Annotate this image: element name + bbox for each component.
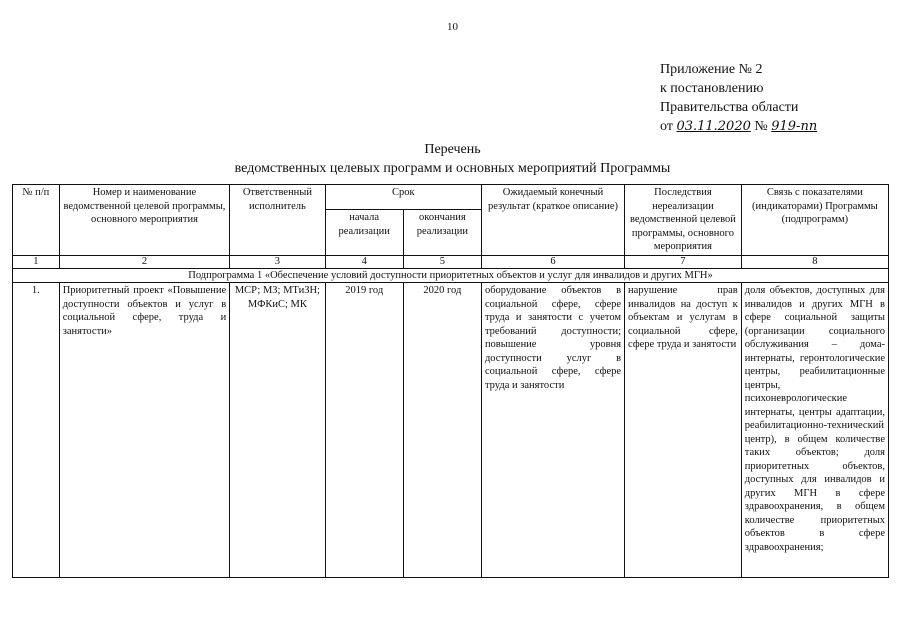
- row-link: доля объектов, доступных для инвалидов и других МГН в сфере социальной защиты (организации социального обслуживания – дома-интернаты, геронтологические центры, реабилитационные центры, психоневрологические интернаты, центры адаптации, реабилитационно-технический центр), в общем количестве таких объектов; доля приоритетных объектов, доступных для инвалидов и других МГН в сфере здравоохранения, в общем количестве приоритетных объектов в сфере здравоохранения;: [741, 283, 888, 578]
- col-number: 4: [325, 255, 403, 268]
- document-title: [0, 140, 905, 178]
- number-prefix: №: [754, 119, 768, 134]
- col-number: 1: [13, 255, 60, 268]
- row-start: 2019 год: [325, 283, 403, 578]
- row-end: 2020 год: [403, 283, 481, 578]
- row-consequences: нарушение прав инвалидов на доступ к объектам и услугам в социальной сфере, сфере труда и занятости: [625, 283, 742, 578]
- appendix-block: [660, 60, 817, 136]
- table-row: [13, 283, 889, 578]
- programs-table: [12, 184, 889, 578]
- header-end: окончания реализации: [403, 210, 481, 255]
- column-number-row: [13, 255, 889, 268]
- header-result: Ожидаемый конечный результат (краткое описание): [481, 185, 624, 256]
- header-name: Номер и наименование ведомственной целевой программы, основного мероприятия: [59, 185, 230, 256]
- handwritten-number: 919-пп: [771, 119, 818, 134]
- header-link: Связь с показателями (индикаторами) Программы (подпрограмм): [741, 185, 888, 256]
- header-num: № п/п: [13, 185, 60, 256]
- subprogram-title: Подпрограмма 1 «Обеспечение условий доступности приоритетных объектов и услуг для инвалидов и других МГН»: [13, 268, 889, 283]
- title-line-2: ведомственных целевых программ и основных мероприятий Программы: [234, 161, 671, 176]
- appendix-line-3: Правительства области: [660, 100, 799, 115]
- handwritten-date: 03.11.2020: [676, 119, 751, 134]
- appendix-line-1: Приложение № 2: [660, 62, 763, 77]
- row-result: оборудование объектов в социальной сфере, сфере труда и занятости с учетом требований доступности; повышение уровня доступности услуг в социальной сфере, сфере труда и занятости: [481, 283, 624, 578]
- header-executor: Ответственный исполнитель: [230, 185, 325, 256]
- header-consequences: Последствия нереализации ведомственной целевой программы, основного мероприятия: [625, 185, 742, 256]
- row-num: 1.: [13, 283, 60, 578]
- header-row: [13, 185, 889, 210]
- title-line-1: Перечень: [424, 142, 481, 157]
- col-number: 3: [230, 255, 325, 268]
- header-start: начала реализации: [325, 210, 403, 255]
- subprogram-row: [13, 268, 889, 283]
- appendix-date-line: [660, 117, 817, 136]
- col-number: 7: [625, 255, 742, 268]
- row-name: Приоритетный проект «Повышение доступности объектов и услуг в социальной сфере, труда и занятости»: [59, 283, 230, 578]
- appendix-line-2: к постановлению: [660, 81, 764, 96]
- col-number: 2: [59, 255, 230, 268]
- page-number: 10: [447, 21, 458, 33]
- col-number: 6: [481, 255, 624, 268]
- header-term: Срок: [325, 185, 481, 210]
- col-number: 5: [403, 255, 481, 268]
- col-number: 8: [741, 255, 888, 268]
- row-executor: МСР; МЗ; МТиЗН; МФКиС; МК: [230, 283, 325, 578]
- date-prefix: от: [660, 119, 673, 134]
